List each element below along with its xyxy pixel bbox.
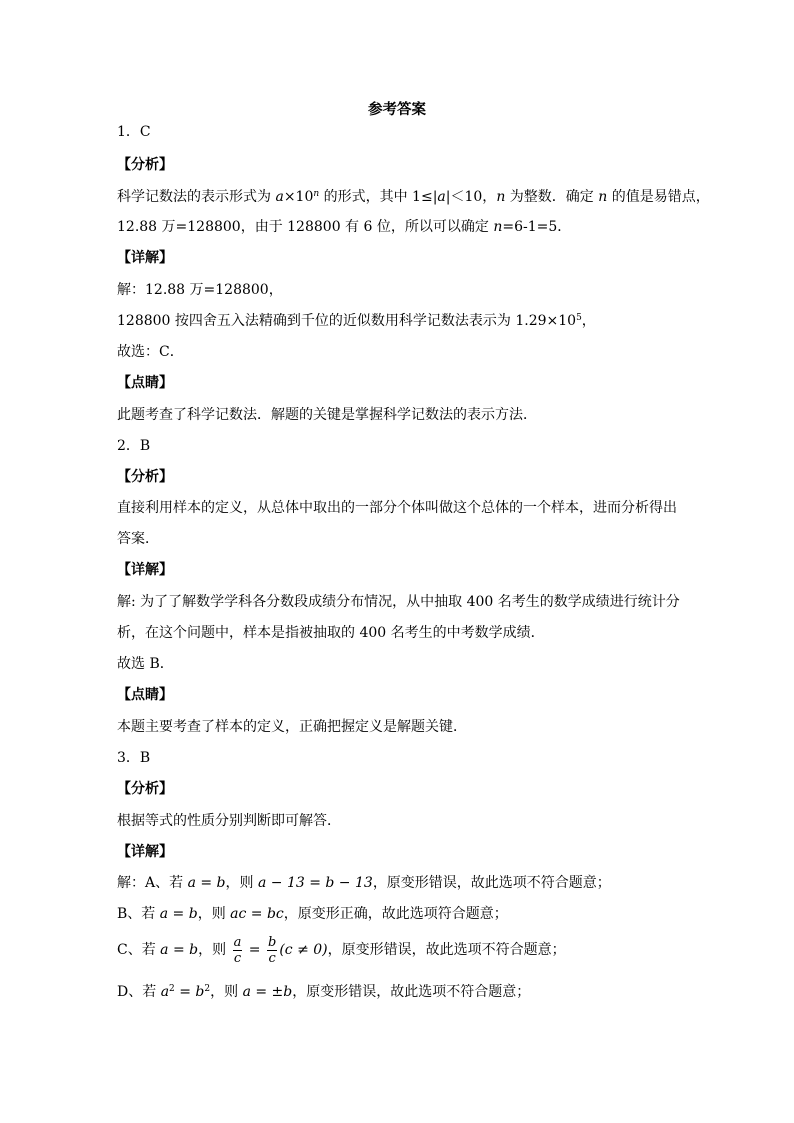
q2-number: 2．B: [117, 438, 151, 454]
q2-analysis-line2: 答案．: [117, 531, 159, 547]
q3-detail-label: 【详解】: [117, 844, 173, 860]
q3-detail-option-a: 解：A、若 a = b，则 a − 13 = b − 13，原变形错误，故此选项不符合题意；: [117, 875, 611, 891]
q1-analysis-label: 【分析】: [117, 157, 173, 173]
q1-detail-line2: 128800 按四舍五入法精确到千位的近似数用科学记数法表示为 $1.29\times 10^5$，: [117, 313, 596, 329]
q1-analysis-line2: 12.88 万=128800，由于 128800 有 6 位，所以可以确定 n=6-1=5．: [117, 219, 572, 235]
q1-comment-line1: 此题考查了科学记数法．解题的关键是掌握科学记数法的表示方法．: [117, 407, 537, 423]
q1-number: 1．C: [117, 124, 151, 140]
q2-analysis-label: 【分析】: [117, 469, 173, 485]
fraction-a-over-c: $\frac{a}{c}$: [233, 934, 242, 966]
q2-detail-line2: 析，在这个问题中，样本是指被抽取的 400 名考生的中考数学成绩．: [117, 625, 545, 641]
q2-detail-line1: 解: 为了了解数学学科各分数段成绩分布情况，从中抽取 400 名考生的数学成绩进行统计分: [117, 594, 680, 610]
q1-detail-line1: 解：12.88 万=128800，: [117, 282, 283, 298]
q3-detail-option-d: D、若 $a^2 = b^2$，则 a = ±b，原变形错误，故此选项不符合题意；: [117, 984, 531, 1000]
fraction-b-over-c: $\frac{b}{c}$: [267, 934, 277, 966]
q2-detail-line3: 故选 B．: [117, 656, 174, 672]
q2-comment-line1: 本题主要考查了样本的定义，正确把握定义是解题关键．: [117, 719, 467, 735]
q2-analysis-line1: 直接利用样本的定义，从总体中取出的一部分个体叫做这个总体的一个样本，进而分析得出: [117, 500, 677, 516]
q2-comment-label: 【点睛】: [117, 687, 173, 703]
q1-detail-line3: 故选：C．: [117, 344, 184, 360]
q1-analysis-line1: 科学记数法的表示形式为 $a\times 10^n$ 的形式，其中 1≤|a|＜10，n 为整数．确定 n 的值是易错点，: [117, 189, 710, 205]
q3-detail-option-b: B、若 a = b，则 ac = bc，原变形正确，故此选项符合题意；: [117, 906, 508, 922]
q2-detail-label: 【详解】: [117, 562, 173, 578]
q3-analysis-line1: 根据等式的性质分别判断即可解答．: [117, 813, 341, 829]
q3-analysis-label: 【分析】: [117, 781, 173, 797]
q1-detail-label: 【详解】: [117, 250, 173, 266]
page-title: 参考答案: [368, 101, 426, 118]
q3-detail-option-c: C、若 a = b，则 $\frac{a}{c}$ = $\frac{b}{c}$ (c ≠ 0)，原变形错误，故此选项不符合题意；: [117, 934, 566, 966]
q1-comment-label: 【点睛】: [117, 375, 173, 391]
q3-number: 3．B: [117, 750, 151, 766]
